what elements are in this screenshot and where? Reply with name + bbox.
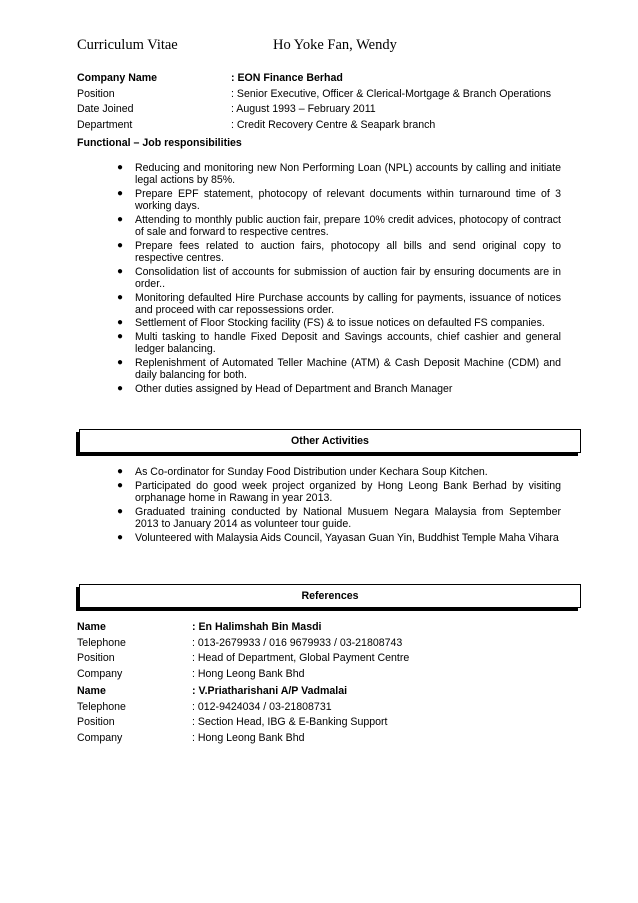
other-activities-list [117,466,561,545]
list-item: ● Volunteered with Malaysia Aids Council, Yayasan Guan Yin, Buddhist Temple Maha Vihara [117,531,559,544]
field-label: Date Joined [77,103,134,116]
list-item: ● Prepare EPF statement, photocopy of relevant documents within turnaround time of 3 working days. [117,187,561,213]
field-value: : 013-2679933 / 016 9679933 / 03-21808743 [192,636,403,649]
list-item: ● Reducing and monitoring new Non Performing Loan (NPL) accounts by calling and initiate legal actions by 85%. [117,162,561,187]
list-item: ● Consolidation list of accounts for submission of auction fair by ensuring documents are in order.. [117,265,561,291]
field-value: : En Halimshah Bin Masdi [192,621,322,633]
bullet-icon: ● [117,162,124,173]
bullet-icon: ● [117,466,124,477]
bullet-icon: ● [117,213,124,225]
field-value: : Credit Recovery Centre & Seapark branch [231,118,436,131]
field-value: : Hong Leong Bank Bhd [192,731,305,744]
bullet-icon: ● [117,356,124,368]
field-label: Telephone [77,700,126,713]
list-item: ● Monitoring defaulted Hire Purchase accounts by calling for payments, issuance of notices and proceed with car repossessions order. [117,291,561,316]
bullet-icon: ● [117,382,124,394]
field-label: Name [77,621,106,633]
document-title: Curriculum Vitae [77,37,178,53]
field-label: Company [77,667,123,680]
page-header [77,37,567,57]
list-item: ● Participated do good week project organized by Hong Leong Bank Berhad by visiting orphanage home in Rawang in year 2013. [117,479,561,504]
field-value: : 012-9424034 / 03-21808731 [192,700,332,713]
other-activities-heading: Other Activities [79,429,581,453]
field-label: Company [77,731,123,744]
bullet-icon: ● [117,531,124,543]
field-value: : Hong Leong Bank Bhd [192,667,305,680]
field-label: Telephone [77,636,126,649]
field-label: Position [77,87,115,100]
list-item: ● Other duties assigned by Head of Department and Branch Manager [117,382,453,395]
field-value: : EON Finance Berhad [231,72,343,84]
list-item: ● Attending to monthly public auction fair, prepare 10% credit advices, photocopy of contract of sale and forward to respective centres. [117,213,561,239]
bullet-icon: ● [117,317,124,329]
field-label: Name [77,685,106,697]
bullet-icon: ● [117,505,124,517]
list-item: ● As Co-ordinator for Sunday Food Distribution under Kechara Soup Kitchen. [117,466,488,478]
candidate-name: Ho Yoke Fan, Wendy [273,37,397,53]
bullet-icon: ● [117,187,124,199]
field-value: : Head of Department, Global Payment Centre [192,652,410,665]
references-heading: References [79,584,581,608]
list-item: ● Graduated training conducted by National Musuem Negara Malaysia from September 2013 to January 2014 as volunteer tour guide. [117,505,561,530]
field-label: Position [77,716,115,729]
field-value: : August 1993 – February 2011 [231,103,376,116]
field-value: : Section Head, IBG & E-Banking Support [192,716,388,729]
list-item: ● Prepare fees related to auction fairs, photocopy all bills and send original copy to respective centres. [117,239,561,265]
bullet-icon: ● [117,239,124,251]
bullet-icon: ● [117,330,124,342]
bullet-icon: ● [117,479,124,491]
list-item: ● Multi tasking to handle Fixed Deposit and Savings accounts, chief cashier and general ledger balancing. [117,330,561,356]
field-label: Company Name [77,72,158,84]
responsibilities-title: Functional – Job responsibilities [77,137,242,149]
field-label: Position [77,652,115,665]
responsibilities-list [117,162,561,396]
list-item: ● Settlement of Floor Stocking facility (FS) & to issue notices on defaulted FS companies. [117,317,545,330]
bullet-icon: ● [117,291,124,303]
field-value: : Senior Executive, Officer & Clerical-Mortgage & Branch Operations [231,87,552,100]
list-item: ● Replenishment of Automated Teller Machine (ATM) & Cash Deposit Machine (CDM) and daily balancing for both. [117,356,561,382]
field-value: : V.Priatharishani A/P Vadmalai [192,685,348,697]
field-label: Department [77,118,133,131]
bullet-icon: ● [117,265,124,277]
